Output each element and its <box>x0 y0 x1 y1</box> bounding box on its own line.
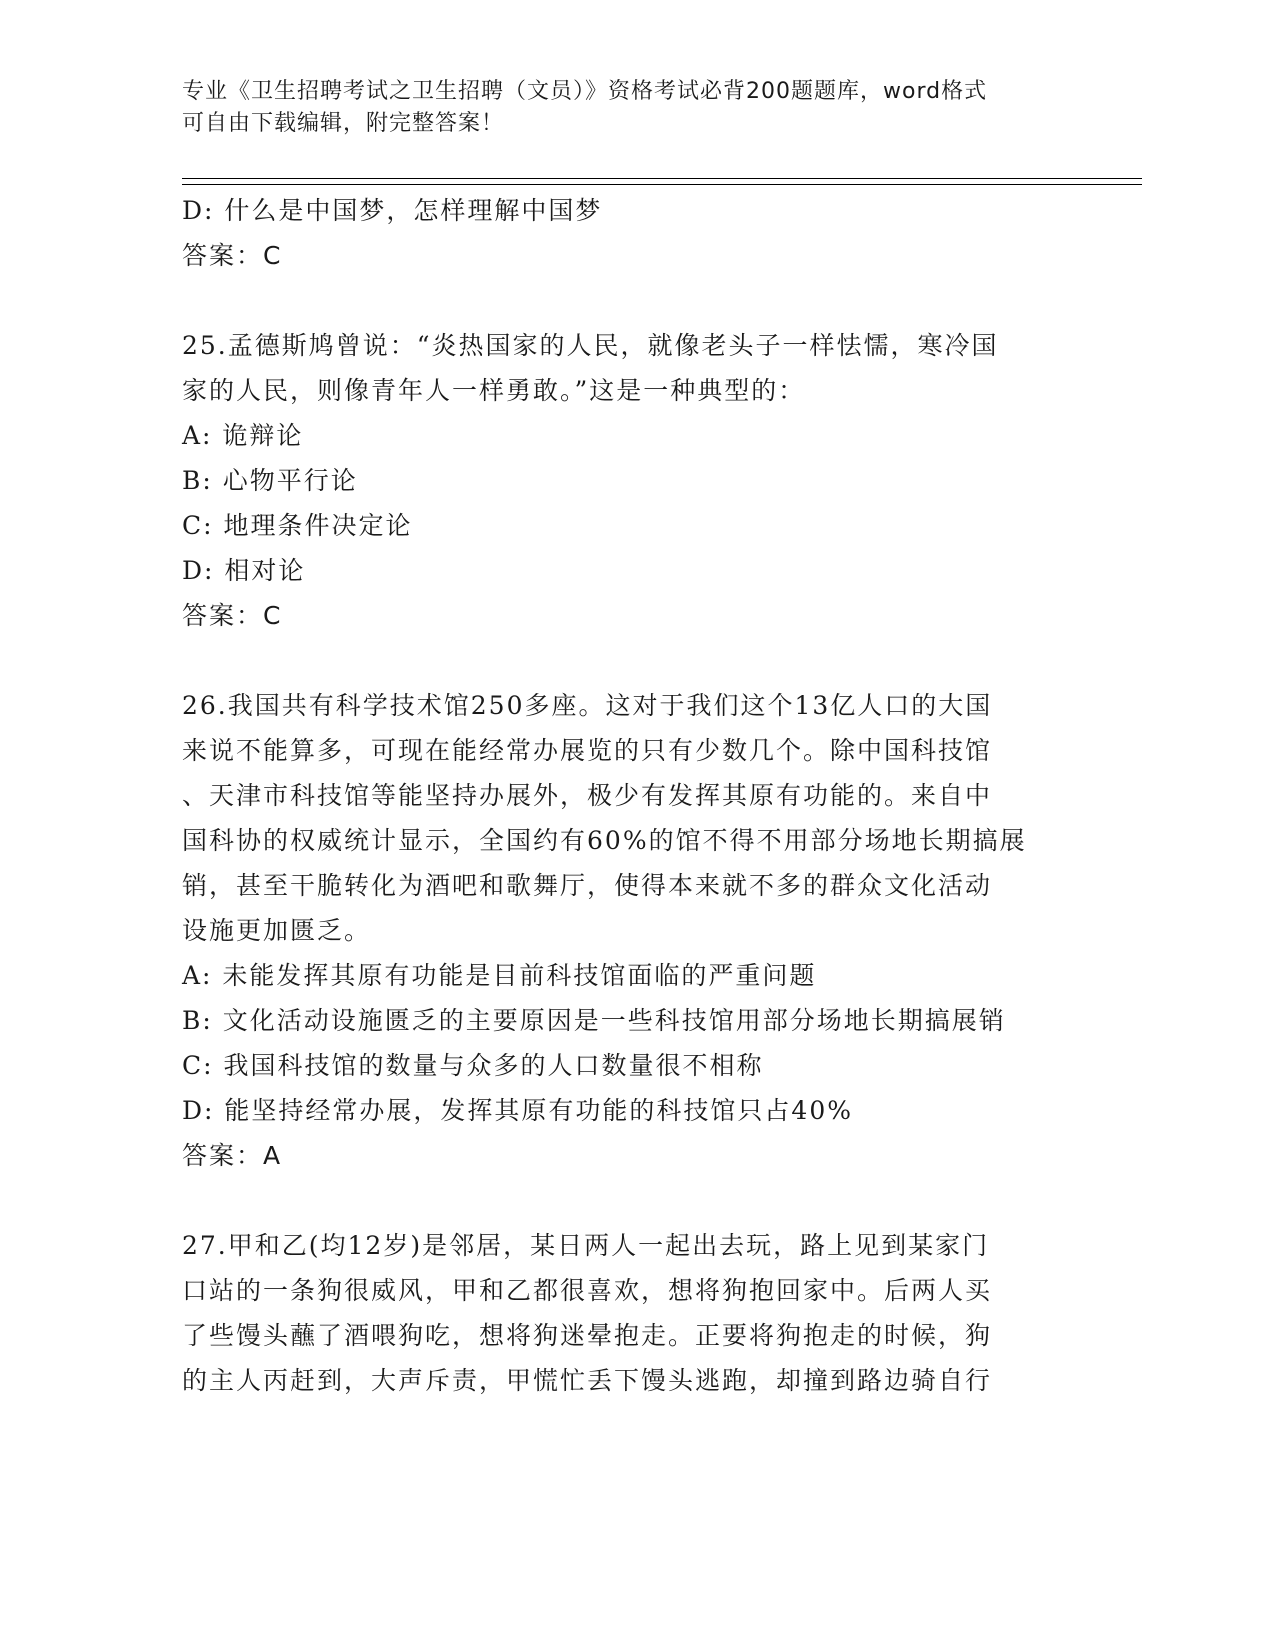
q27-text-line-3: 了些馒头蘸了酒喂狗吃，想将狗迷晕抱走。正要将狗抱走的时候，狗 <box>182 1321 993 1350</box>
q27-text-line-4: 的主人丙赶到，大声斥责，甲慌忙丢下馒头逃跑，却撞到路边骑自行 <box>182 1366 993 1395</box>
header-divider-bottom <box>182 184 1142 185</box>
q26-option-b: B: 文化活动设施匮乏的主要原因是一些科技馆用部分场地长期搞展销 <box>182 1006 1006 1035</box>
q26-option-d: D: 能坚持经常办展，发挥其原有功能的科技馆只占40% <box>182 1096 853 1125</box>
q25-option-a: A: 诡辩论 <box>182 421 304 450</box>
q26-text-line-4: 国科协的权威统计显示，全国约有60%的馆不得不用部分场地长期搞展 <box>182 826 1027 855</box>
page-header <box>182 76 1062 140</box>
q26-text-line-1: 26.我国共有科学技术馆250多座。这对于我们这个13亿人口的大国 <box>182 691 993 720</box>
question-26 <box>182 683 1082 1178</box>
q25-answer: 答案：C <box>182 601 283 630</box>
q25-text-line-1: 25.孟德斯鸠曾说：“炎热国家的人民，就像老头子一样怯懦，寒冷国 <box>182 331 999 360</box>
prev-option-d: D: 什么是中国梦，怎样理解中国梦 <box>182 196 603 225</box>
prev-answer: 答案：C <box>182 241 283 270</box>
q26-text-line-3: 、天津市科技馆等能坚持办展外，极少有发挥其原有功能的。来自中 <box>182 781 993 810</box>
spacer <box>182 1178 1082 1223</box>
q25-text-line-2: 家的人民，则像青年人一样勇敢。”这是一种典型的： <box>182 376 806 405</box>
q26-option-a: A: 未能发挥其原有功能是目前科技馆面临的严重问题 <box>182 961 817 990</box>
q25-option-b: B: 心物平行论 <box>182 466 358 495</box>
q26-option-c: C: 我国科技馆的数量与众多的人口数量很不相称 <box>182 1051 764 1080</box>
q26-text-line-2: 来说不能算多，可现在能经常办展览的只有少数几个。除中国科技馆 <box>182 736 993 765</box>
question-content <box>182 188 1082 1403</box>
q25-option-c: C: 地理条件决定论 <box>182 511 413 540</box>
header-divider-top <box>182 178 1142 179</box>
spacer <box>182 638 1082 683</box>
question-27 <box>182 1223 1082 1403</box>
q26-answer: 答案：A <box>182 1141 283 1170</box>
q26-text-line-6: 设施更加匮乏。 <box>182 916 372 945</box>
header-title-line-1: 专业《卫生招聘考试之卫生招聘（文员）》资格考试必背200题题库，word格式 <box>182 79 988 104</box>
spacer <box>182 278 1082 323</box>
q27-text-line-2: 口站的一条狗很威风，甲和乙都很喜欢，想将狗抱回家中。后两人买 <box>182 1276 993 1305</box>
header-title-line-2: 可自由下载编辑，附完整答案！ <box>182 111 505 136</box>
q25-option-d: D: 相对论 <box>182 556 306 585</box>
question-25 <box>182 323 1082 638</box>
q26-text-line-5: 销，甚至干脆转化为酒吧和歌舞厅，使得本来就不多的群众文化活动 <box>182 871 993 900</box>
q27-text-line-1: 27.甲和乙(均12岁)是邻居，某日两人一起出去玩，路上见到某家门 <box>182 1231 990 1260</box>
